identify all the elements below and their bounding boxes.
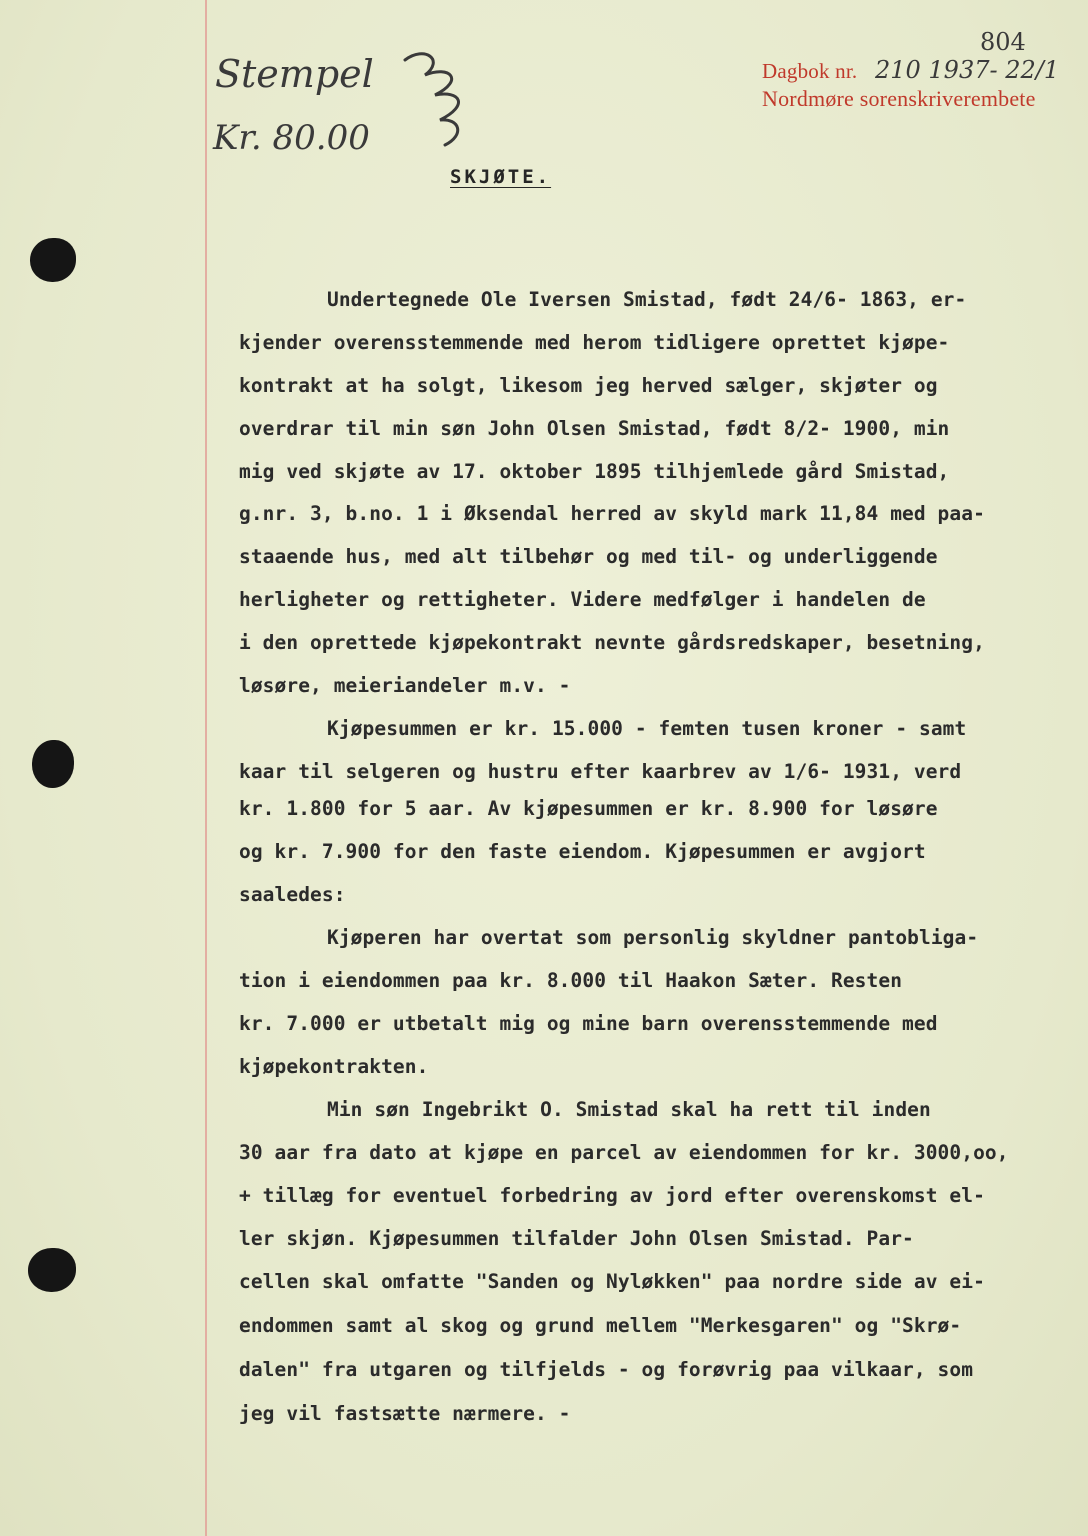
handwritten-scribble-mark — [395, 40, 475, 160]
text-line: kjender overensstemmende med herom tidligere oprettet kjøpe- — [239, 331, 950, 354]
text-line: staaende hus, med alt tilbehør og med til- og underliggende — [239, 545, 938, 568]
punch-hole-middle — [32, 740, 74, 788]
text-line: kr. 1.800 for 5 aar. Av kjøpesummen er kr. 8.900 for løsøre — [239, 797, 938, 820]
stamp-office-name: Nordmøre sorenskriverembete — [762, 86, 1036, 111]
text-line: jeg vil fastsætte nærmere. - — [239, 1402, 571, 1425]
journal-entry-handwritten: 210 1937- 22/1 — [874, 56, 1060, 84]
text-line: cellen skal omfatte "Sanden og Nyløkken" paa nordre side av ei- — [239, 1270, 985, 1293]
text-line: Undertegnede Ole Iversen Smistad, født 24/6- 1863, er- — [327, 288, 967, 311]
text-line: tion i eiendommen paa kr. 8.000 til Haakon Sæter. Resten — [239, 969, 903, 992]
text-line: overdrar til min søn John Olsen Smistad, født 8/2- 1900, min — [239, 417, 950, 440]
text-line: løsøre, meieriandeler m.v. - — [239, 674, 571, 697]
text-line: Kjøperen har overtat som personlig skyldner pantobliga- — [327, 926, 979, 949]
text-line: g.nr. 3, b.no. 1 i Øksendal herred av skyld mark 11,84 med paa- — [239, 502, 985, 525]
text-line: dalen" fra utgaren og tilfjelds - og forøvrig paa vilkaar, som — [239, 1358, 974, 1381]
text-line: kaar til selgeren og hustru efter kaarbrev av 1/6- 1931, verd — [239, 760, 962, 783]
journal-stamp — [762, 56, 1059, 84]
text-line: Min søn Ingebrikt O. Smistad skal ha rett til inden — [327, 1098, 931, 1121]
page-number: 804 — [980, 28, 1026, 56]
stamp-dagbok-label: Dagbok nr. — [762, 59, 858, 83]
text-line: ler skjøn. Kjøpesummen tilfalder John Olsen Smistad. Par- — [239, 1227, 914, 1250]
text-line: kjøpekontrakten. — [239, 1055, 429, 1078]
fee-amount-handwritten: Kr. 80.00 — [213, 118, 370, 158]
text-line: + tillæg for eventuel forbedring av jord efter overenskomst el- — [239, 1184, 985, 1207]
text-line: og kr. 7.900 for den faste eiendom. Kjøpesummen er avgjort — [239, 840, 926, 863]
text-line: mig ved skjøte av 17. oktober 1895 tilhjemlede gård Smistad, — [239, 460, 950, 483]
text-line: kontrakt at ha solgt, likesom jeg herved sælger, skjøter og — [239, 374, 938, 397]
text-line: i den oprettede kjøpekontrakt nevnte gårdsredskaper, besetning, — [239, 631, 985, 654]
text-line: Kjøpesummen er kr. 15.000 - femten tusen kroner - samt — [327, 717, 967, 740]
text-line: herligheter og rettigheter. Videre medfølger i handelen de — [239, 588, 926, 611]
punch-hole-top — [30, 238, 76, 282]
margin-rule — [205, 0, 207, 1536]
text-line: saaledes: — [239, 883, 346, 906]
fee-label-handwritten: Stempel — [215, 52, 374, 96]
punch-hole-bottom — [28, 1248, 76, 1292]
document-title: SKJØTE. — [450, 166, 552, 188]
text-line: kr. 7.000 er utbetalt mig og mine barn overensstemmende med — [239, 1012, 938, 1035]
text-line: endommen samt al skog og grund mellem "Merkesgaren" og "Skrø- — [239, 1314, 962, 1337]
text-line: 30 aar fra dato at kjøpe en parcel av eiendommen for kr. 3000,oo, — [239, 1141, 1009, 1164]
